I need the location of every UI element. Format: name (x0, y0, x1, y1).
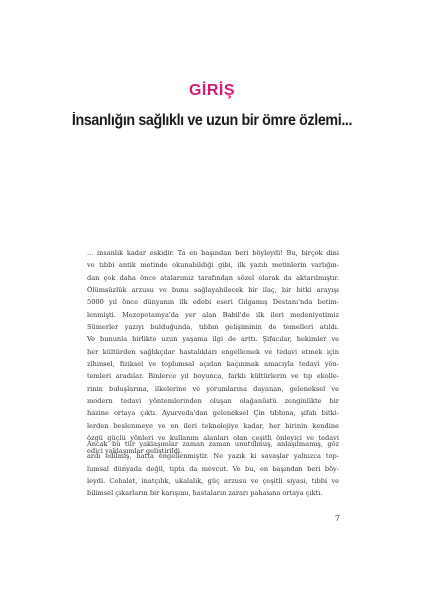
paragraph-1 (87, 247, 339, 457)
text-line: zihinsel, fiziksel ve toplumsal açıdan kaçınmak amacıyla tedavi yön- (87, 360, 339, 369)
text-line: her kültürden sağlıkçılar hastalıkları engellemek ve tedavi etmek için (87, 347, 339, 356)
text-line: rinin buluşlarına, ilkelerine ve yorumlarına dayanan, geleneksel ve (87, 384, 339, 393)
text-line: Ölümsüzlük arzusu ve bunu sağlayabilecek bir ilaç, bir bitki arayışı (87, 286, 339, 295)
text-line: modern tedavi yöntemlerinden oluşan olağanüstü zenginlikte bir (87, 397, 339, 406)
text-line: hazine ortaya çıktı. Ayurveda'dan geleneksel Çin tıbbına, şifalı bitki- (87, 409, 339, 418)
text-line: Ancak bu tür yaklaşımlar zaman zaman unutulmuş, anlaşılmamış, göz (87, 440, 339, 448)
text-line: temleri aradılar. Binlerce yıl boyunca, farklı kültürlerin ve tıp ekolle- (87, 372, 339, 381)
text-line: ve tıbbi antik metinde okunabildiği gibi, ilk yazılı metinlerin varlığın- (87, 261, 339, 270)
text-line: lumsal dünyada değil, tıpta da mevcut. Ve bu, en başından beri böy- (87, 464, 339, 473)
chapter-title: İnsanlığın sağlıklı ve uzun bir ömre özlemi... (71, 112, 353, 129)
text-line: lenmişti. Mezopotamya'da yer alan Babil'de ilk ileri medeniyetimiz (87, 310, 339, 319)
paragraph-2 (87, 438, 339, 500)
text-line: ... insanlık kadar eskidir. Ta en başından beri böyleydi! Bu, birçok dini (87, 249, 339, 257)
text-line: edici yaklaşımlar geliştirildi. (87, 446, 183, 455)
text-line: 5000 yıl önce dünyanın ilk edebi eseri Gılgamış Destanı'nda betim- (87, 298, 339, 307)
text-line: Sümerler yazıyı bulduğunda, tıbbın gelişiminin de temelleri atıldı. (87, 323, 339, 332)
text-line: lerden beslenmeye ve en ileri teknolojiye kadar, her birinin kendine (87, 421, 339, 430)
text-line: leydi. Cehalet, inatçılık, ukalalık, güç arzusu ve çeşitli siyasi, tıbbi ve (87, 477, 339, 486)
text-line: ardı edilmiş, hatta engellenmiştir. Ne yazık ki savaşlar yalnızca top- (87, 452, 339, 461)
text-line: Ve bununla birlikte uzun yaşama ilgi de arttı. Şifacılar, hekimler ve (87, 335, 339, 344)
text-line: bilimsel çıkarların bir karışımı, hastaların zararı pahasına ortaya çıktı. (87, 489, 323, 498)
text-line: dan çok daha önce atalarımız tarafından sözel olarak da aktarılmıştır. (87, 273, 339, 282)
chapter-label: GİRİŞ (188, 82, 236, 99)
text-line: özgü güçlü yönleri ve kullanım alanları olan çeşitli önleyici ve tedavi (87, 434, 339, 443)
page-number: 7 (334, 514, 340, 523)
